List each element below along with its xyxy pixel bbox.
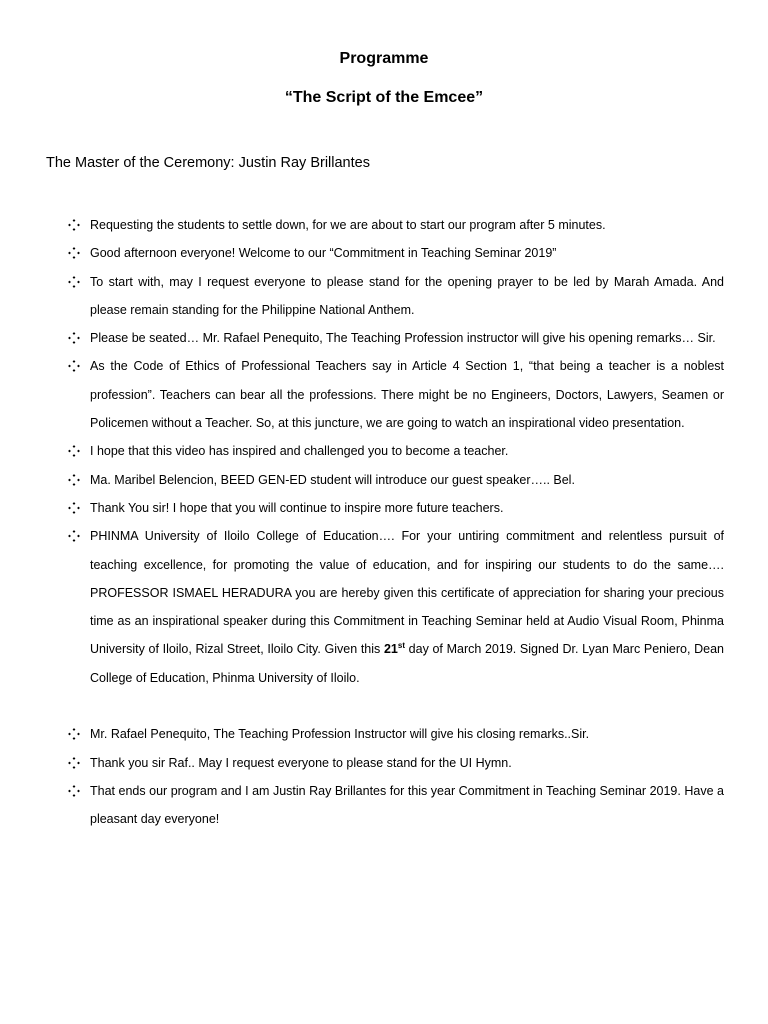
- list-item-text: Mr. Rafael Penequito, The Teaching Profession Instructor will give his closing remarks..Sir.: [90, 727, 590, 742]
- diamond-bullet-icon: [68, 247, 80, 259]
- list-item-text: Please be seated… Mr. Rafael Penequito, The Teaching Profession instructor will give his opening remarks… Sir.: [90, 331, 716, 346]
- diamond-bullet-icon: [68, 360, 80, 372]
- diamond-bullet-icon: [68, 502, 80, 514]
- list-item: [68, 352, 724, 437]
- list-item-text: Ma. Maribel Belencion, BEED GEN-ED student will introduce our guest speaker….. Bel.: [90, 472, 575, 487]
- page-title: Programme: [339, 50, 429, 67]
- certificate-text-before: PHINMA University of Iloilo College of Education…. For your untiring commitment and relentless pursuit of teaching excellence, for promoting the value of education, and for inspiring our students to do the same…. PROFESSOR ISMAEL HERADURA you are hereby given this certificate of appreciation for sharing your precious time as an inspirational speaker during this Commitment in Teaching Seminar held at Audio Visual Room, Phinma University of Iloilo, Rizal Street, Iloilo City. Given this: [90, 529, 724, 657]
- list-item: [68, 268, 724, 325]
- list-item: [68, 720, 724, 748]
- certificate-text-after: day of March 2019. Signed Dr. Lyan Marc Peniero, Dean College of Education, Phinma University of Iloilo.: [90, 642, 724, 685]
- diamond-bullet-icon: [68, 445, 80, 457]
- list-item-text: [90, 529, 724, 684]
- diamond-bullet-icon: [68, 728, 80, 740]
- list-item-text: To start with, may I request everyone to please stand for the opening prayer to be led by Marah Amada. And please remain standing for the Philippine National Anthem.: [90, 274, 724, 317]
- list-item: [68, 749, 724, 777]
- list-item: [68, 466, 724, 494]
- list-item: [68, 437, 724, 465]
- diamond-bullet-icon: [68, 474, 80, 486]
- certificate-day-number: 21: [383, 642, 398, 657]
- list-item: [68, 777, 724, 834]
- diamond-bullet-icon: [68, 219, 80, 231]
- list-item-text: Good afternoon everyone! Welcome to our “Commitment in Teaching Seminar 2019”: [90, 246, 557, 261]
- diamond-bullet-icon: [68, 530, 80, 542]
- list-item: [68, 494, 724, 522]
- list-item-text: As the Code of Ethics of Professional Teachers say in Article 4 Section 1, “that being a teacher is a noblest profession”. Teachers can bear all the professions. There might be no Engineers, Doctors, Lawyers, Seamen or Policemen without a Teacher. So, at this juncture, we are going to watch an inspirational video presentation.: [90, 359, 724, 431]
- page-subtitle: “The Script of the Emcee”: [284, 89, 484, 106]
- master-of-ceremony-line: The Master of the Ceremony: Justin Ray Brillantes: [46, 155, 370, 171]
- list-item: [68, 522, 724, 692]
- diamond-bullet-icon: [68, 785, 80, 797]
- list-item-text: Requesting the students to settle down, for we are about to start our program after 5 minutes.: [90, 218, 606, 232]
- diamond-bullet-icon: [68, 332, 80, 344]
- diamond-bullet-icon: [68, 757, 80, 769]
- list-item-text: That ends our program and I am Justin Ray Brillantes for this year Commitment in Teaching Seminar 2019. Have a pleasant day everyone!: [90, 783, 724, 827]
- script-list: [68, 211, 724, 834]
- certificate-day-suffix: st: [397, 641, 405, 651]
- list-item-text: I hope that this video has inspired and challenged you to become a teacher.: [90, 444, 509, 459]
- list-item-text: Thank You sir! I hope that you will continue to inspire more future teachers.: [90, 500, 504, 515]
- list-item-text: Thank you sir Raf.. May I request everyone to please stand for the UI Hymn.: [90, 755, 512, 770]
- list-item: [68, 211, 724, 239]
- diamond-bullet-icon: [68, 276, 80, 288]
- list-item: [68, 324, 724, 352]
- list-item: [68, 239, 724, 267]
